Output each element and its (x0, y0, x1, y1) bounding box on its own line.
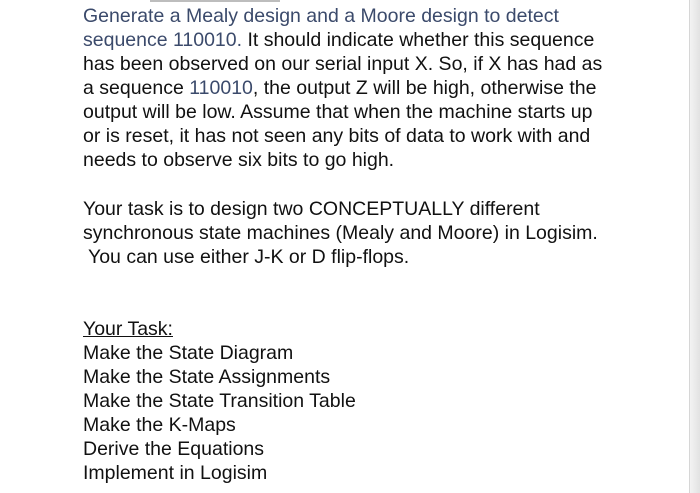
task-description-line-3: You can use either J-K or D flip-flops. (88, 246, 410, 268)
page-edge (689, 0, 700, 493)
description-line-7: needs to observe six bits to go high. (83, 149, 395, 171)
task-description-line-1: Your task is to design two CONCEPTUALLY different (83, 198, 540, 220)
task-list-heading: Your Task: (83, 318, 173, 340)
description-line-6: or is reset, it has not seen any bits of data to work with and (83, 125, 591, 147)
task-item: Implement in Logisim (83, 462, 268, 484)
task-item: Make the K-Maps (83, 414, 236, 436)
description-line-3: has been observed on our serial input X. So, if X has had as (83, 53, 603, 75)
description-line-5: output will be low. Assume that when the machine starts up (83, 101, 593, 123)
task-list (83, 317, 663, 485)
sequence-value: 110010 (189, 77, 253, 99)
description-line-2-rest: It should indicate whether this sequence (242, 29, 595, 51)
description-line-1: Generate a Mealy design and a Moore design to detect (83, 5, 559, 27)
top-divider (150, 0, 280, 2)
description-line-4 (83, 76, 663, 100)
description-line-4-start: a sequence (83, 77, 190, 99)
task-item: Make the State Transition Table (83, 390, 356, 412)
task-item: Make the State Assignments (83, 366, 331, 388)
description-line-4-end: , the output Z will be high, otherwise the (252, 77, 597, 99)
problem-description (83, 4, 663, 172)
sequence-text: sequence 110010. (83, 29, 243, 51)
task-description (83, 197, 663, 269)
task-item: Derive the Equations (83, 438, 265, 460)
description-line-2 (83, 28, 663, 52)
task-description-line-2: synchronous state machines (Mealy and Moore) in Logisim. (83, 222, 598, 244)
task-item: Make the State Diagram (83, 342, 294, 364)
